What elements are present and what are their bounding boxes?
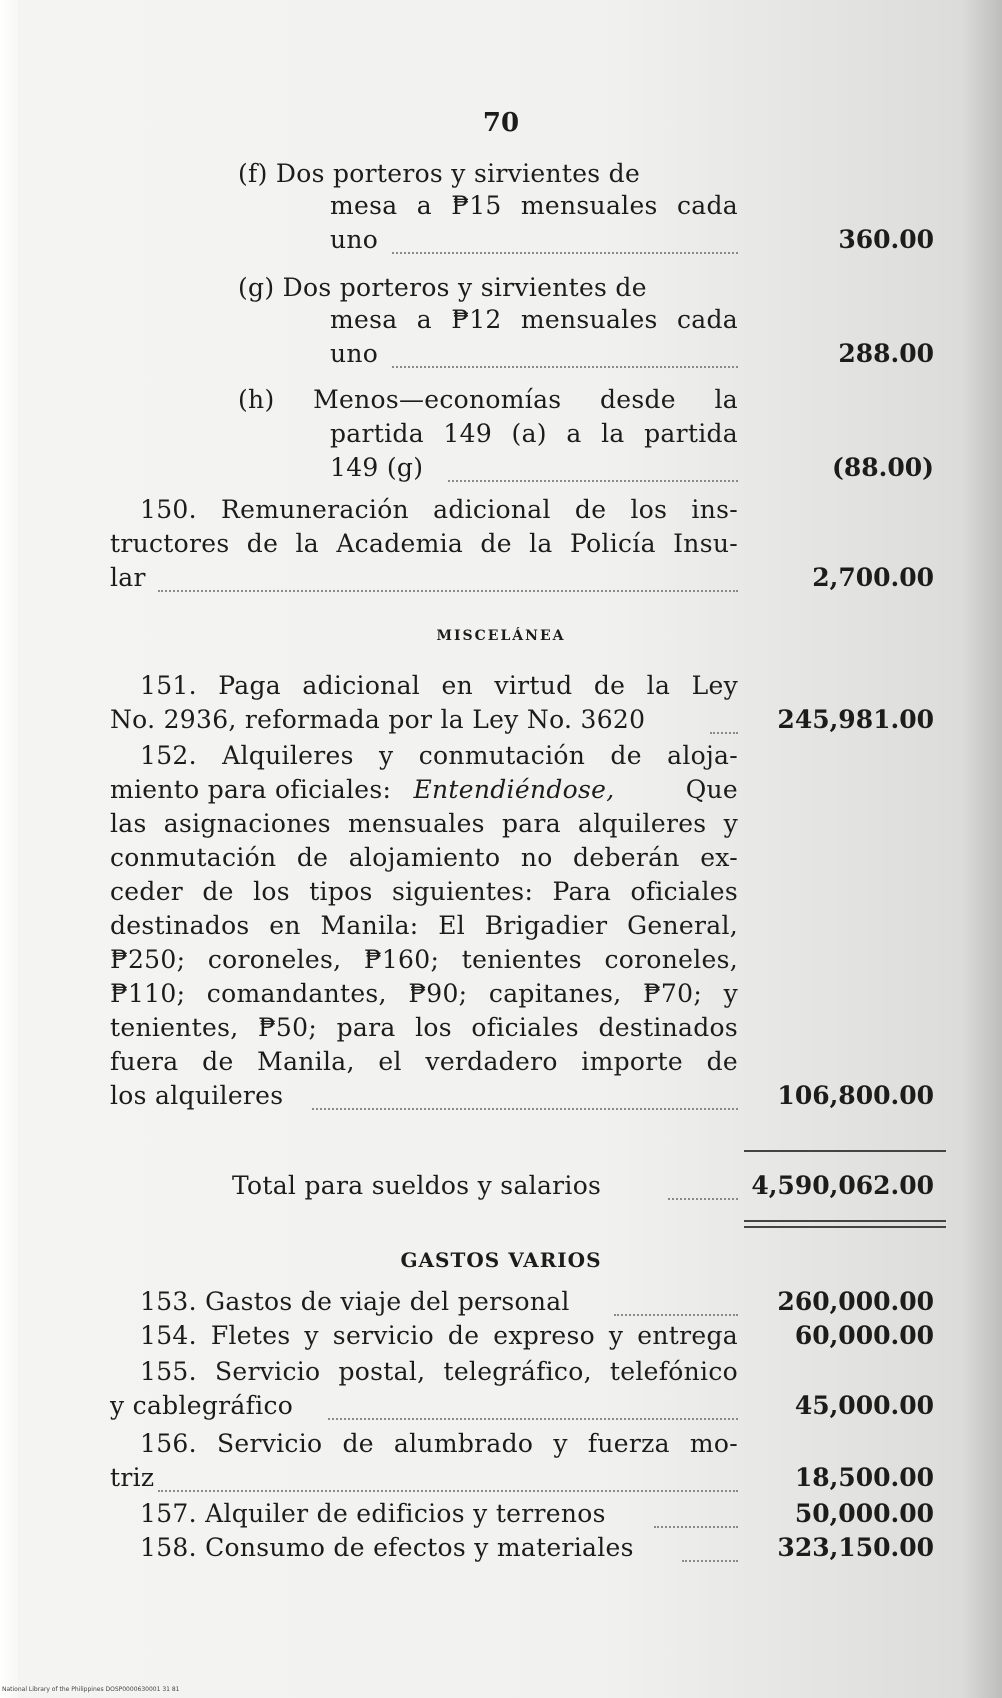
item-f-line-3: uno [330, 225, 379, 254]
item-155-line-2: y cablegráfico [110, 1391, 294, 1420]
item-150-line-3: lar [110, 563, 146, 592]
total-rule-double-1 [744, 1220, 946, 1222]
page-edge [0, 0, 18, 1698]
item-f-line-2: mesa a ₱15 mensuales cada [330, 191, 738, 220]
total-rule-double-2 [744, 1226, 946, 1228]
item-f-amount: 360.00 [838, 225, 934, 254]
scan-footer: National Library of the Philippines DOSP0000630001 31 81 [2, 1686, 180, 1693]
item-152-line-6: destinados en Manila: El Brigadier General, [110, 911, 738, 940]
item-150-amount: 2,700.00 [812, 563, 934, 592]
item-152-line-2 [110, 774, 738, 806]
dot-leader [392, 250, 738, 254]
item-156-amount: 18,500.00 [794, 1463, 934, 1492]
item-152-que: Que [685, 775, 738, 804]
dot-leader [614, 1312, 738, 1316]
item-152-line-10: fuera de Manila, el verdadero importe de [110, 1047, 738, 1076]
item-152-line-3: las asignaciones mensuales para alquileres y [110, 809, 738, 838]
item-150-line-2: tructores de la Academia de la Policía Insu- [110, 529, 738, 558]
item-155-line-1: 155. Servicio postal, telegráfico, telefónico [140, 1357, 738, 1386]
item-152-italic: Entendiéndose, [413, 775, 615, 804]
item-152-line-11: los alquileres [110, 1081, 284, 1110]
dot-leader [158, 588, 738, 592]
dot-leader [654, 1524, 738, 1528]
item-157-amount: 50,000.00 [794, 1499, 934, 1528]
dot-leader [448, 478, 738, 482]
item-g-line-2: mesa a ₱12 mensuales cada [330, 305, 738, 334]
total-label: Total para sueldos y salarios [232, 1171, 602, 1200]
section-heading-miscelanea: MISCELÁNEA [436, 628, 566, 644]
item-154-line-1: 154. Fletes y servicio de expreso y entrega [140, 1321, 738, 1350]
item-152-amount: 106,800.00 [777, 1081, 934, 1110]
item-155-amount: 45,000.00 [794, 1391, 934, 1420]
item-152-line-7: ₱250; coroneles, ₱160; tenientes coroneles, [110, 945, 738, 974]
dot-leader [392, 364, 738, 368]
item-157-line-1: 157. Alquiler de edificios y terrenos [140, 1499, 606, 1528]
section-heading-gastos: GASTOS VARIOS [400, 1248, 602, 1272]
item-153-amount: 260,000.00 [777, 1287, 934, 1316]
dot-leader [710, 730, 738, 734]
item-156-line-2: triz [110, 1463, 155, 1492]
item-150-line-1: 150. Remuneración adicional de los ins- [140, 495, 738, 524]
item-158-line-1: 158. Consumo de efectos y materiales [140, 1533, 634, 1562]
item-154-amount: 60,000.00 [794, 1321, 934, 1350]
item-158-amount: 323,150.00 [777, 1533, 934, 1562]
item-g-line-1: (g) Dos porteros y sirvientes de [238, 273, 647, 302]
dot-leader [328, 1416, 738, 1420]
item-152-line-4: conmutación de alojamiento no deberán ex- [110, 843, 738, 872]
item-h-line-3: 149 (g) [330, 453, 424, 482]
item-152-line-8: ₱110; comandantes, ₱90; capitanes, ₱70; y [110, 979, 738, 1008]
total-rule-top [744, 1150, 946, 1152]
dot-leader [682, 1558, 738, 1562]
item-152-text: miento para oficiales: [110, 775, 392, 804]
dot-leader [312, 1106, 738, 1110]
dot-leader [158, 1488, 738, 1492]
item-h-line-2: partida 149 (a) a la partida [330, 419, 738, 448]
item-152-line-5: ceder de los tipos siguientes: Para oficiales [110, 877, 738, 906]
item-152-line-1: 152. Alquileres y conmutación de aloja- [140, 741, 738, 770]
page-number: 70 [482, 108, 520, 138]
item-g-amount: 288.00 [838, 339, 934, 368]
item-156-line-1: 156. Servicio de alumbrado y fuerza mo- [140, 1429, 738, 1458]
item-152-line-9: tenientes, ₱50; para los oficiales destinados [110, 1013, 738, 1042]
item-151-line-1: 151. Paga adicional en virtud de la Ley [140, 671, 738, 700]
dot-leader [668, 1196, 738, 1200]
item-h-amount: (88.00) [832, 453, 934, 482]
item-151-line-2: No. 2936, reformada por la Ley No. 3620 [110, 705, 646, 734]
item-g-line-3: uno [330, 339, 379, 368]
item-151-amount: 245,981.00 [777, 705, 934, 734]
item-153-line-1: 153. Gastos de viaje del personal [140, 1287, 570, 1316]
item-f-line-1: (f) Dos porteros y sirvientes de [238, 159, 641, 188]
item-h-line-1: (h) Menos—economías desde la [238, 385, 738, 414]
total-amount: 4,590,062.00 [751, 1171, 934, 1200]
